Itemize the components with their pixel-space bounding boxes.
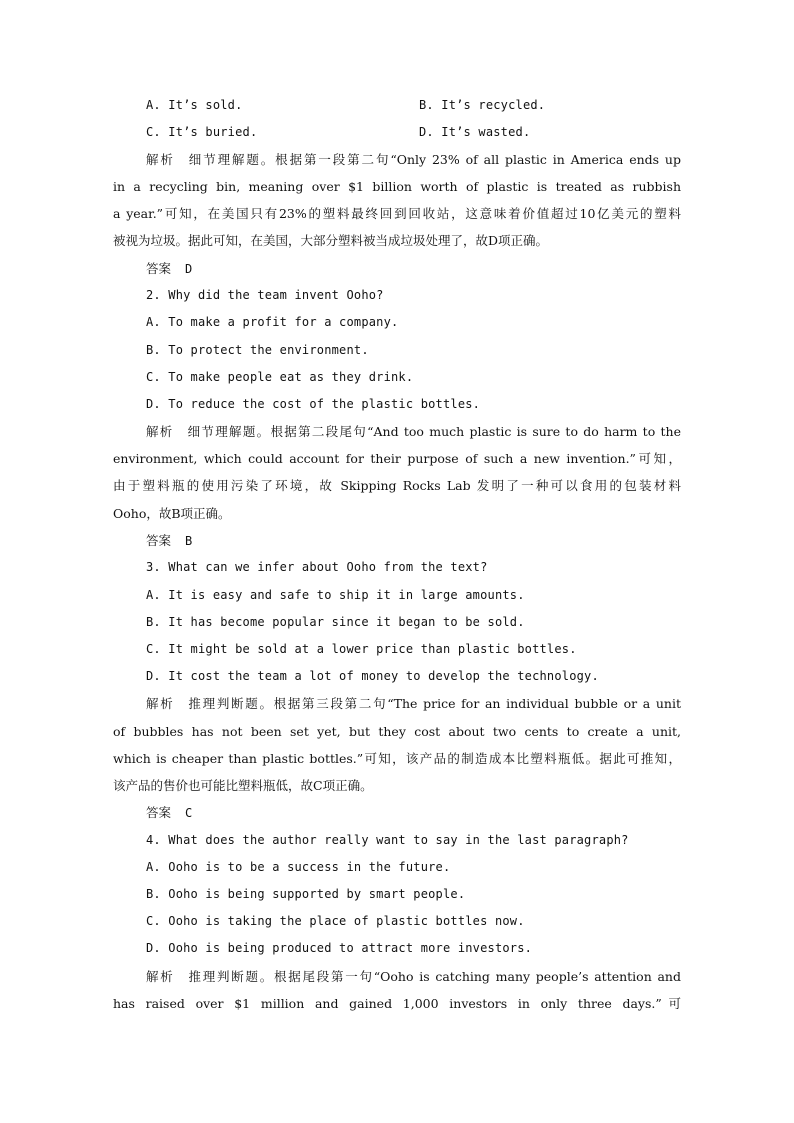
q3-option-a: A. It is easy and safe to ship it in large amounts. bbox=[146, 588, 525, 602]
q1-analysis-line: in a recycling bin, meaning over $1 billion worth of plastic is treated as rubbish bbox=[113, 179, 681, 194]
q2-analysis-line: environment, which could account for their purpose of such a new invention.”可知， bbox=[113, 451, 681, 466]
answer-label: 答案 bbox=[146, 261, 172, 276]
q3-option-c: C. It might be sold at a lower price than plastic bottles. bbox=[146, 642, 577, 656]
q4-analysis-line: 解析 推理判断题。根据尾段第一句“Ooho is catching many people’s attention and bbox=[146, 969, 681, 984]
q4-option-a: A. Ooho is to be a success in the future. bbox=[146, 860, 451, 874]
q3-question: 3. What can we infer about Ooho from the text? bbox=[146, 560, 488, 574]
q3-analysis-line: 解析 推理判断题。根据第三段第二句“The price for an individual bubble or a unit bbox=[146, 696, 681, 711]
q1-answer: 答案 D bbox=[146, 261, 193, 276]
q4-question: 4. What does the author really want to say in the last paragraph? bbox=[146, 833, 629, 847]
q4-option-d: D. Ooho is being produced to attract more investors. bbox=[146, 941, 533, 955]
q2-option-a: A. To make a profit for a company. bbox=[146, 315, 399, 329]
q4-analysis-line: has raised over $1 million and gained 1,000 investors in only three days.”可 bbox=[113, 996, 681, 1011]
q2-question: 2. Why did the team invent Ooho? bbox=[146, 288, 384, 302]
analysis-label: 解析 bbox=[146, 152, 175, 167]
q2-option-b: B. To protect the environment. bbox=[146, 343, 369, 357]
q3-analysis-line: 该产品的售价也可能比塑料瓶低，故C项正确。 bbox=[113, 778, 373, 793]
q2-analysis-line: Ooho，故B项正确。 bbox=[113, 506, 231, 521]
q4-option-b: B. Ooho is being supported by smart people. bbox=[146, 887, 466, 901]
q2-answer: 答案 B bbox=[146, 533, 193, 548]
analysis-label: 解析 bbox=[146, 424, 174, 439]
q4-option-c: C. Ooho is taking the place of plastic bottles now. bbox=[146, 914, 525, 928]
analysis-label: 解析 bbox=[146, 696, 175, 711]
q2-option-d: D. To reduce the cost of the plastic bottles. bbox=[146, 397, 481, 411]
q3-option-b: B. It has become popular since it began to be sold. bbox=[146, 615, 525, 629]
q2-option-c: C. To make people eat as they drink. bbox=[146, 370, 414, 384]
q1-option-a: A. It’s sold. bbox=[146, 98, 243, 112]
q1-analysis-line: a year.”可知，在美国只有23%的塑料最终回到回收站，这意味着价值超过10亿美元的塑料 bbox=[113, 206, 681, 221]
q1-option-b: B. It’s recycled. bbox=[419, 98, 546, 112]
q1-analysis-line: 解析 细节理解题。根据第一段第二句“Only 23% of all plastic in America ends up bbox=[146, 152, 681, 167]
q1-option-d: D. It’s wasted. bbox=[419, 125, 531, 139]
q1-analysis-line: 被视为垃圾。据此可知，在美国，大部分塑料被当成垃圾处理了，故D项正确。 bbox=[113, 233, 549, 248]
q2-analysis-line: 由于塑料瓶的使用污染了环境，故 Skipping Rocks Lab 发明了一种可以食用的包装材料 bbox=[113, 478, 681, 493]
q3-analysis-line: which is cheaper than plastic bottles.”可知，该产品的制造成本比塑料瓶低。据此可推知， bbox=[113, 751, 681, 766]
q3-option-d: D. It cost the team a lot of money to develop the technology. bbox=[146, 669, 599, 683]
q3-answer: 答案 C bbox=[146, 805, 193, 820]
q2-analysis-line: 解析 细节理解题。根据第二段尾句“And too much plastic is sure to do harm to the bbox=[146, 424, 681, 439]
answer-label: 答案 bbox=[146, 533, 172, 548]
q3-analysis-line: of bubbles has not been set yet, but they cost about two cents to create a unit, bbox=[113, 724, 681, 739]
analysis-label: 解析 bbox=[146, 969, 175, 984]
answer-label: 答案 bbox=[146, 805, 172, 820]
q1-option-c: C. It’s buried. bbox=[146, 125, 258, 139]
